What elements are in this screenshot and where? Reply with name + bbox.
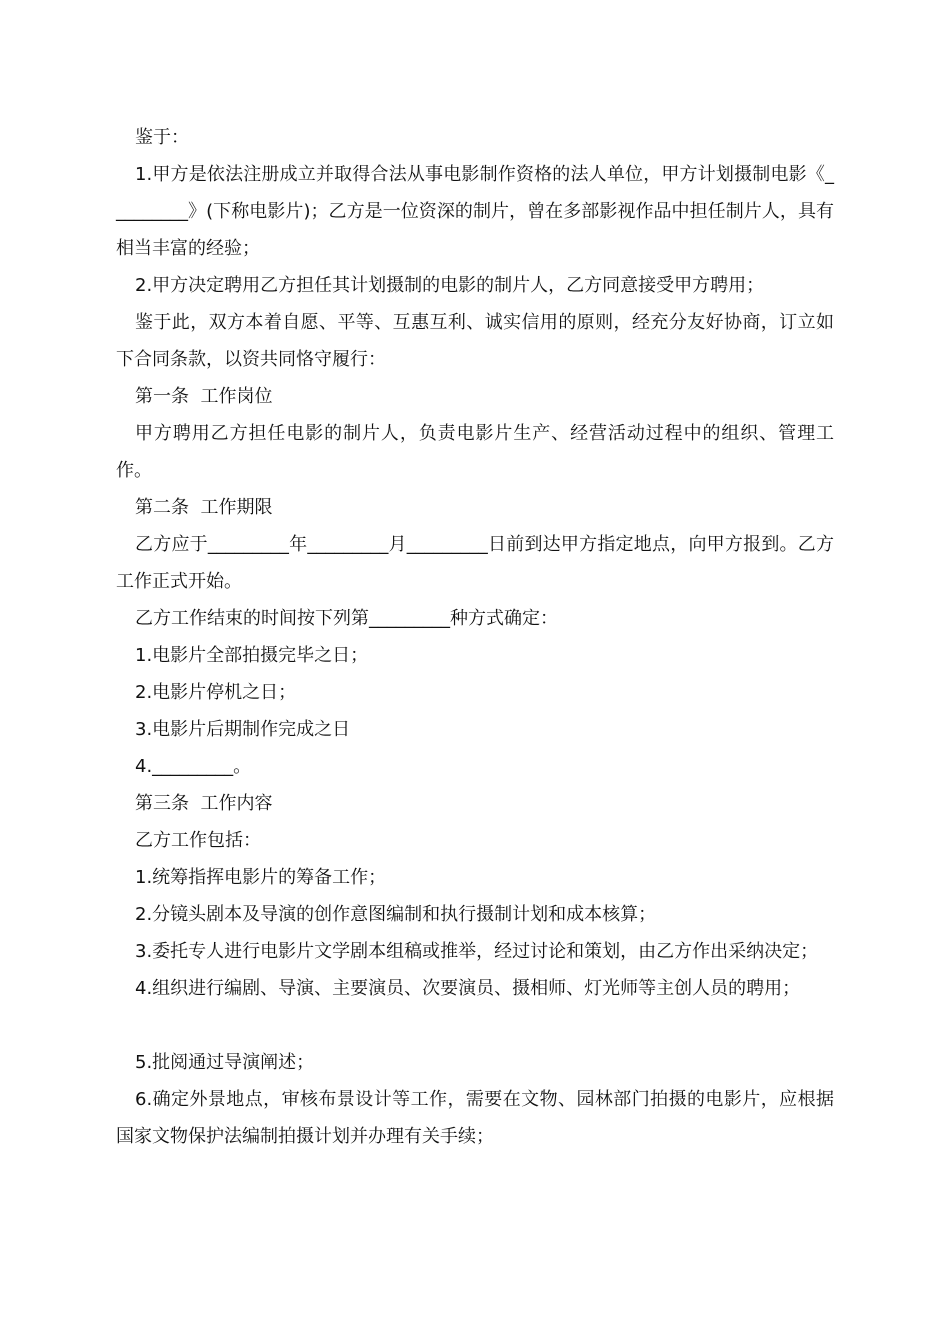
duty-item-1: 1.统筹指挥电影片的筹备工作；: [135, 867, 387, 888]
duty-item-6: 6.确定外景地点，审核布景设计等工作，需要在文物、园林部门拍摄的电影片，应根据国家文物保护法编制拍摄计划并办理有关手续；: [116, 1089, 834, 1147]
article-1-body: 甲方聘用乙方担任电影的制片人，负责电影片生产、经营活动过程中的组织、管理工作。: [116, 423, 834, 481]
end-method-option-4: 4._________。: [135, 756, 252, 777]
article-3-heading: 第三条 工作内容: [135, 793, 273, 814]
document-body: [116, 119, 834, 1155]
article-2-heading: 第二条 工作期限: [135, 497, 273, 518]
article-3-intro: 乙方工作包括：: [135, 830, 261, 851]
article-2-start-date: 乙方应于_________年_________月_________日前到达甲方指定地点，向甲方报到。乙方工作正式开始。: [116, 534, 834, 592]
duty-item-2: 2.分镜头剧本及导演的创作意图编制和执行摄制计划和成本核算；: [135, 904, 657, 925]
duty-item-5: 5.批阅通过导演阐述；: [135, 1052, 315, 1073]
recital-heading: 鉴于：: [135, 127, 189, 148]
end-method-option-1: 1.电影片全部拍摄完毕之日；: [135, 645, 369, 666]
recital-conclusion: 鉴于此，双方本着自愿、平等、互惠互利、诚实信用的原则，经充分友好协商，订立如下合同条款，以资共同恪守履行：: [116, 312, 834, 370]
duty-item-3: 3.委托专人进行电影片文学剧本组稿或推举，经过讨论和策划，由乙方作出采纳决定；: [135, 941, 819, 962]
article-2-end-method: 乙方工作结束的时间按下列第_________种方式确定：: [135, 608, 558, 629]
duty-item-4: 4.组织进行编剧、导演、主要演员、次要演员、摄相师、灯光师等主创人员的聘用；: [135, 978, 801, 999]
end-method-option-3: 3.电影片后期制作完成之日: [135, 719, 351, 740]
end-method-option-2: 2.电影片停机之日；: [135, 682, 297, 703]
blank-line: [116, 1007, 834, 1044]
recital-item-2: 2.甲方决定聘用乙方担任其计划摄制的电影的制片人，乙方同意接受甲方聘用；: [135, 275, 765, 296]
article-1-heading: 第一条 工作岗位: [135, 386, 273, 407]
recital-item-1: 1.甲方是依法注册成立并取得合法从事电影制作资格的法人单位，甲方计划摄制电影《_________》(下称电影片)；乙方是一位资深的制片，曾在多部影视作品中担任制片人，具有相当丰富的经验；: [116, 164, 834, 259]
